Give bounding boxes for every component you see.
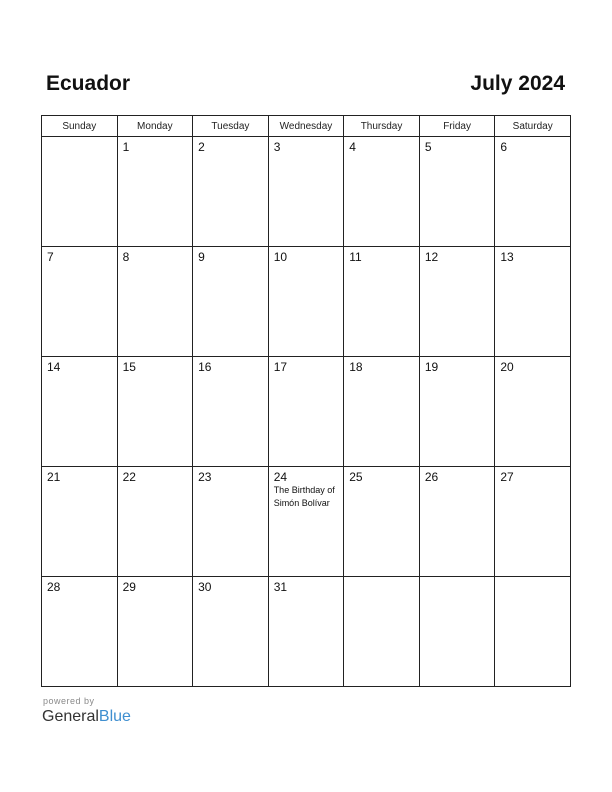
day-number: 1 <box>122 140 130 154</box>
day-number: 4 <box>349 140 356 154</box>
day-number <box>344 577 419 580</box>
day-cell <box>193 137 269 247</box>
day-number: 28 <box>47 580 61 594</box>
day-number: 10 <box>273 250 288 264</box>
day-cell <box>193 357 269 467</box>
day-cell <box>419 137 495 247</box>
weekday-sunday: Sunday <box>42 116 118 137</box>
day-number: 27 <box>500 470 514 484</box>
day-cell <box>419 357 495 467</box>
day-cell <box>344 137 420 247</box>
day-cell <box>42 577 118 687</box>
day-cell <box>117 247 193 357</box>
day-number: 3 <box>273 140 281 154</box>
weekday-monday: Monday <box>117 116 193 137</box>
day-number: 7 <box>47 250 54 264</box>
day-number: 17 <box>273 360 288 374</box>
country-title: Ecuador <box>46 72 131 95</box>
day-number: 14 <box>47 360 61 374</box>
day-number: 9 <box>198 250 205 264</box>
weekday-saturday: Saturday <box>495 116 571 137</box>
day-number: 22 <box>122 470 136 484</box>
day-cell <box>495 577 571 687</box>
day-number: 13 <box>500 250 514 264</box>
day-number: 11 <box>349 250 362 264</box>
day-number: 16 <box>198 360 212 374</box>
day-cell <box>193 247 269 357</box>
day-cell <box>193 467 269 577</box>
weekday-wednesday: Wednesday <box>268 116 344 137</box>
day-number: 19 <box>424 360 439 374</box>
day-cell <box>344 577 420 687</box>
day-number: 6 <box>500 140 508 154</box>
week-row <box>42 137 571 247</box>
day-number: 15 <box>122 360 136 374</box>
holiday-label: The Birthday of Simón Bolívar <box>273 485 335 508</box>
day-cell <box>268 357 344 467</box>
day-cell <box>42 467 118 577</box>
day-number: 8 <box>122 250 130 264</box>
day-cell <box>495 467 571 577</box>
day-number: 21 <box>47 470 61 484</box>
day-number: 5 <box>424 140 432 154</box>
day-cell <box>42 137 118 247</box>
day-cell <box>193 577 269 687</box>
week-row <box>42 247 571 357</box>
day-number: 29 <box>122 580 136 594</box>
calendar-grid <box>41 115 571 687</box>
generalblue-logo[interactable] <box>42 707 131 727</box>
brand-general: General <box>42 708 99 725</box>
day-number <box>420 577 495 580</box>
day-cell <box>495 247 571 357</box>
day-cell <box>268 247 344 357</box>
day-number: 30 <box>198 580 212 594</box>
day-cell <box>268 577 344 687</box>
day-number: 24 <box>273 470 288 484</box>
day-cell <box>344 357 420 467</box>
footer-branding <box>42 696 131 727</box>
weekday-thursday: Thursday <box>344 116 420 137</box>
day-number: 12 <box>424 250 439 264</box>
weekday-friday: Friday <box>419 116 495 137</box>
day-number: 18 <box>349 360 363 374</box>
day-cell <box>117 357 193 467</box>
day-cell <box>117 577 193 687</box>
powered-by-text: powered by <box>43 696 95 706</box>
day-cell <box>117 137 193 247</box>
day-cell <box>495 357 571 467</box>
weekday-tuesday: Tuesday <box>193 116 269 137</box>
day-number: 31 <box>273 580 288 594</box>
day-cell <box>117 467 193 577</box>
day-cell <box>344 467 420 577</box>
day-number <box>42 137 117 140</box>
day-number: 20 <box>500 360 514 374</box>
brand-blue: Blue <box>98 708 131 725</box>
day-number: 26 <box>424 470 439 484</box>
weekday-header-row <box>42 116 571 137</box>
day-number: 23 <box>198 470 212 484</box>
day-cell <box>344 247 420 357</box>
day-cell <box>268 137 344 247</box>
day-cell <box>42 357 118 467</box>
day-cell <box>495 137 571 247</box>
week-row <box>42 577 571 687</box>
day-cell <box>419 577 495 687</box>
day-cell <box>419 247 495 357</box>
day-number: 25 <box>349 470 363 484</box>
day-number: 2 <box>198 140 205 154</box>
month-year-title: July 2024 <box>470 72 565 95</box>
day-cell <box>42 247 118 357</box>
day-number <box>495 577 570 580</box>
day-cell <box>419 467 495 577</box>
week-row <box>42 357 571 467</box>
week-row <box>42 467 571 577</box>
day-cell-holiday <box>268 467 344 577</box>
